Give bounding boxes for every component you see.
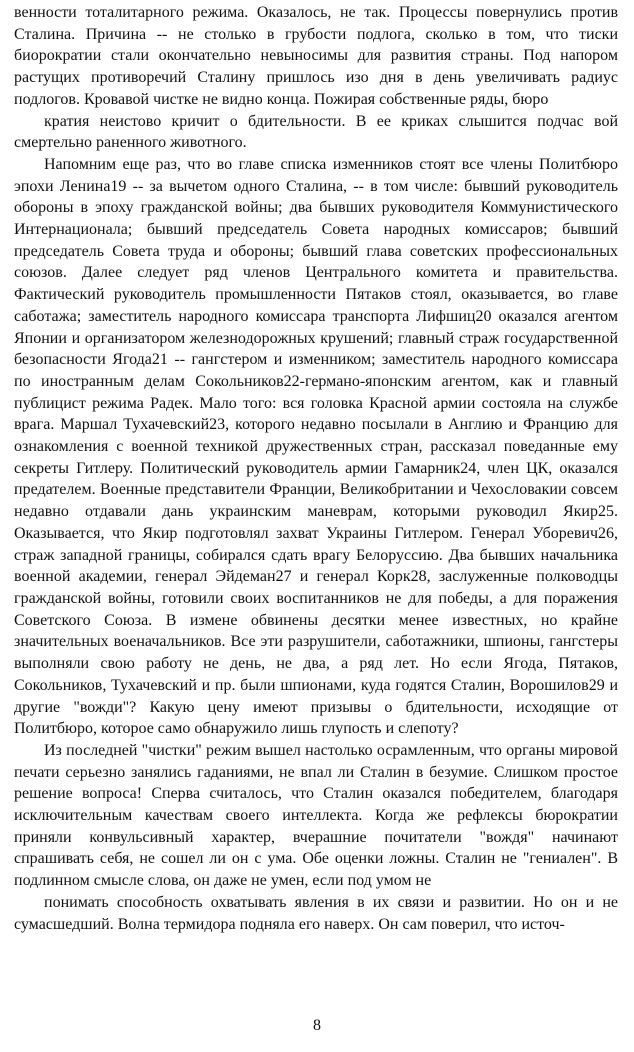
paragraph-3: Напомним еще раз, что во главе списка изменников стоят все члены Политбюро эпохи Ленина19 -- за вычетом одного Сталина, -- в том числе: бывший руководитель обороны в эпоху гражданской войны; два бывших руководителя Коммунистического Интернационала; бывший председатель Совета народных комиссаров; бывший председатель Совета труда и обороны; бывший глава советских профессиональных союзов. Далее следует ряд членов Центрального комитета и правительства. Фактический руководитель промышленности Пятаков стоял, оказывается, во главе саботажа; заместитель народного комиссара транспорта Лифшиц20 оказался агентом Японии и организатором железнодорожных крушений; главный страж государственной безопасности Ягода21 -- гангстером и изменником; заместитель народного комиссара по иностранным делам Сокольников22-германо-японским агентом, как и главный публицист режима Радек. Мало того: вся головка Красной армии состояла на службе врага. Маршал Тухачевский23, которого недавно посылали в Англию и Францию для ознакомления с военной техникой дружественных стран, рассказал поведанные ему секреты Гитлеру. Политический руководитель армии Гамарник24, член ЦК, оказался предателем. Военные представители Франции, Великобритании и Чехословакии совсем недавно отдавали дань украинским маневрам, которыми руководил Якир25. Оказывается, что Якир подготовлял захват Украины Гитлером. Генерал Уборевич26, страж западной границы, собирался сдать врагу Белоруссию. Два бывших начальника военной академии, генерал Эйдеман27 и генерал Корк28, заслуженные полководцы гражданской войны, готовили своих воспитанников не для победы, а для поражения Советского Союза. В измене обвинены десятки менее известных, но крайне значительных военачальников. Все эти разрушители, саботажники, шпионы, гангстеры выполняли свою работу не день, не два, а ряд лет. Но если Ягода, Пятаков, Сокольников, Тухачевский и пр. были шпионами, куда годятся Сталин, Ворошилов29 и другие "вожди"? Какую цену имеют призывы о бдительности, исходящие от Политбюро, которое само обнаружило лишь глупость и слепоту?: [14, 155, 618, 738]
page-number: 8: [313, 1017, 321, 1034]
paragraph-5: понимать способность охватывать явления в их связи и развитии. Но он и не сумасшедший. Волна термидора подняла его наверх. Он сам поверил, что источ-: [14, 893, 618, 933]
document-page: [14, 2, 618, 935]
paragraph-4: Из последней "чистки" режим вышел настолько осрамленным, что органы мировой печати серьезно занялись гаданиями, не впал ли Сталин в безумие. Слишком простое решение вопроса! Сперва считалось, что Сталин оказался победителем, благодаря исключительным качествам своего интеллекта. Когда же рефлексы бюрократии приняли конвульсивный характер, вчерашние почитатели "вождя" начинают спрашивать себя, не сошел ли он с ума. Обе оценки ложны. Сталин не "гениален". В подлинном смысле слова, он даже не умен, если под умом не: [14, 741, 618, 890]
paragraph-1: венности тоталитарного режима. Оказалось, не так. Процессы повернулись против Сталина. Причина -- не столько в грубости подлога, сколько в том, что тиски биорократии стали окончательно невыносимы для развития страны. Под напором растущих противоречий Сталину пришлось изо дня в день увеличивать радиус подлогов. Кровавой чистке не видно конца. Пожирая собственные ряды, бюро: [14, 4, 618, 108]
paragraph-2: кратия неистово кричит о бдительности. В ее криках слышится подчас вой смертельно раненного животного.: [14, 112, 618, 152]
